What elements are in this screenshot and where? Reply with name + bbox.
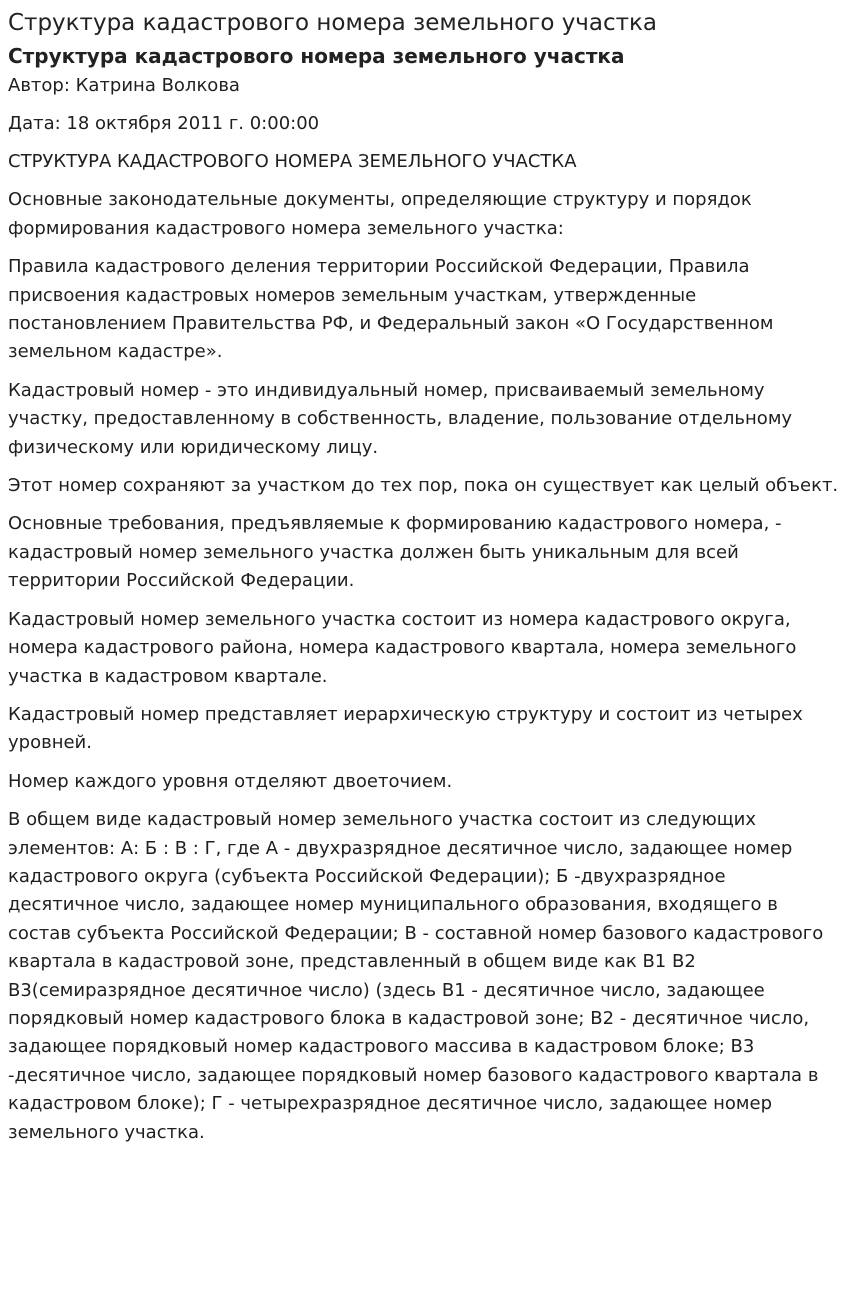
article-body [8,148,839,1147]
article-paragraph: Кадастровый номер представляет иерархическую структуру и состоит из четырех уровней. [8,703,803,754]
article-paragraph: Основные требования, предъявляемые к формированию кадастрового номера, - кадастровый номер земельного участка должен быть уникальным для всей территории Российской Федерации. [8,513,782,592]
article-paragraph: Кадастровый номер - это индивидуальный номер, присваиваемый земельному участку, предоставленному в собственность, владение, пользование отдельному физическому или юридическому лицу. [8,379,793,458]
article-date: Дата: 18 октября 2011 г. 0:00:00 [8,113,320,134]
article-paragraph: Номер каждого уровня отделяют двоеточием. [8,770,453,792]
article-paragraph: Основные законодательные документы, определяющие структуру и порядок формирования кадастрового номера земельного участка: [8,189,752,239]
article-paragraph: СТРУКТУРА КАДАСТРОВОГО НОМЕРА ЗЕМЕЛЬНОГО УЧАСТКА [8,151,577,172]
article-author: Автор: Катрина Волкова [8,75,240,96]
article-paragraph: Кадастровый номер земельного участка состоит из номера кадастрового округа, номера кадастрового района, номера кадастрового квартала, номера земельного участка в кадастровом квартале. [8,608,797,687]
page-heading: Структура кадастрового номера земельного участка [8,10,658,36]
article-paragraph: Правила кадастрового деления территории Российской Федерации, Правила присвоения кадастровых номеров земельным участкам, утвержденные постановлением Правительства РФ, и Федеральный закон «О Государственном земельном кадастре». [8,256,774,363]
article-paragraph: Этот номер сохраняют за участком до тех пор, пока он существует как целый объект. [8,475,839,497]
article-paragraph: В общем виде кадастровый номер земельного участка состоит из следующих элементов: А: Б : В : Г, где А - двухразрядное десятичное число, задающее номер кадастрового округа (субъекта Российской Федерации); Б -двухразрядное десятичное число, задающее номер муниципального образования, входящего в состав субъекта Российской Федерации; В - составной номер базового кадастрового квартала в кадастровой зоне, представленный в общем виде как В1 В2 В3(семиразрядное десятичное число) (здесь В1 - десятичное число, задающее порядковый номер кадастрового блока в кадастровой зоне; В2 - десятичное число, задающее порядковый номер кадастрового массива в кадастровом блоке; В3 -десятичное число, задающее порядковый номер базового кадастрового квартала в кадастровом блоке); Г - четырехразрядное десятичное число, задающее номер земельного участка. [8,809,824,1143]
article-title: Структура кадастрового номера земельного участка [8,44,625,68]
